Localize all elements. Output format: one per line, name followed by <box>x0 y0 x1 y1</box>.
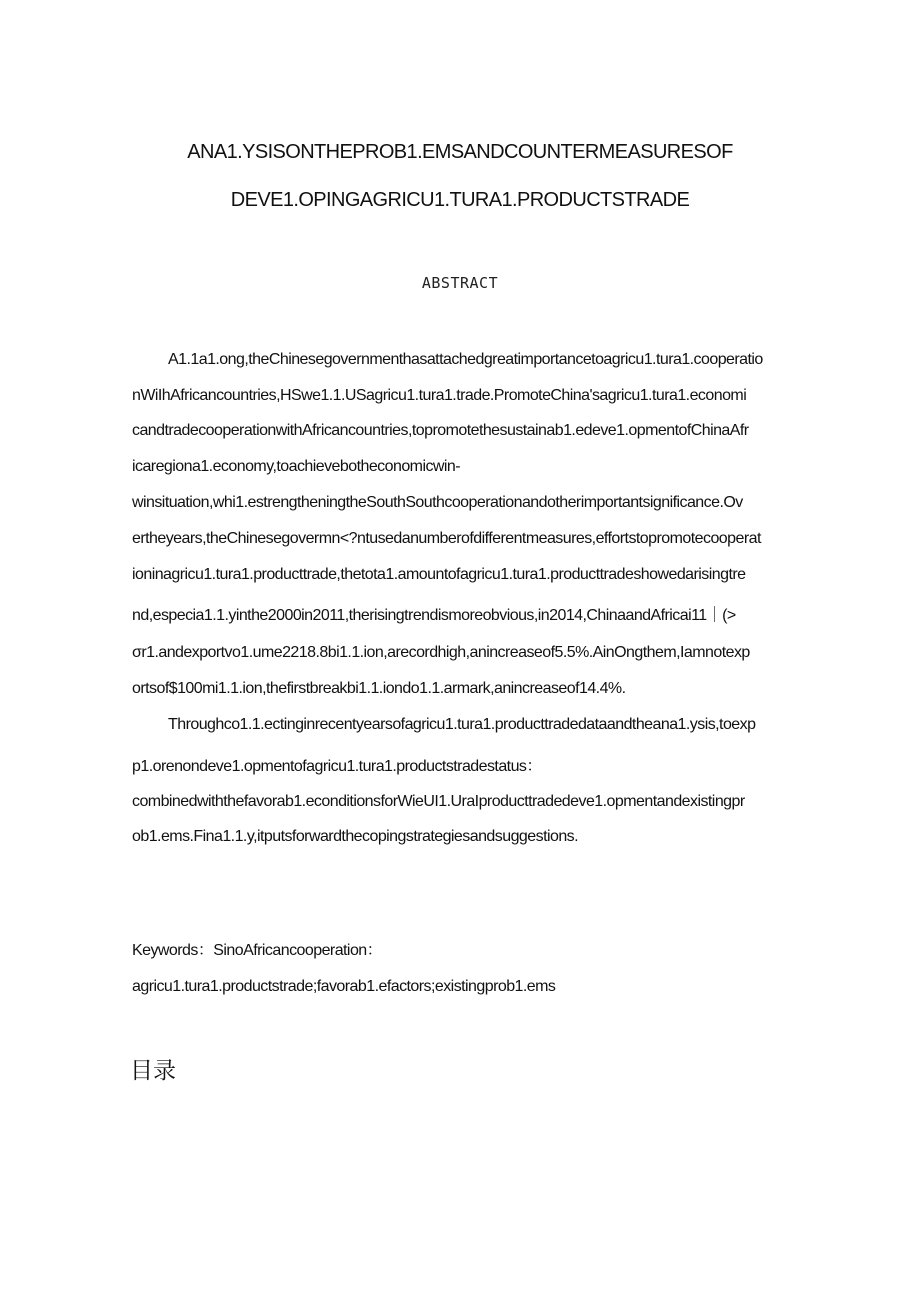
paragraph-line: combinedwiththefavorab1.econditionsforWieUI1.UraIproducttradedeve1.opmentandexistingpr <box>132 793 745 810</box>
paragraph-line: candtradecooperationwithAfricancountries,topromotethesustainab1.edeve1.opmentofChinaAfr <box>132 422 749 439</box>
paragraph-line: p1.orenondeve1.opmentofagricu1.tura1.productstradestatus： <box>132 758 542 775</box>
title-line-1: ANA1.YSISONTHEPROB1.EMSANDCOUNTERMEASURESOF <box>187 141 733 163</box>
abstract-heading: ABSTRACT <box>421 274 499 292</box>
paragraph-line: ioninagricu1.tura1.producttrade,thetota1.amountofagricu1.tura1.producttradeshowedarisingtre <box>132 566 746 583</box>
paragraph-line: icaregiona1.economy,toachievebotheconomicwin- <box>132 458 461 475</box>
paragraph-line: ob1.ems.Fina1.1.y,itputsforwardthecopingstrategiesandsuggestions. <box>132 828 579 845</box>
title-line-2: DEVE1.OPINGAGRICU1.TURA1.PRODUCTSTRADE <box>230 189 690 211</box>
paragraph-line: winsituation,whi1.estrengtheningtheSouthSouthcooperationandotherimportantsignificance.Ov <box>132 494 743 511</box>
paragraph-line: A1.1a1.ong,theChinesegovernmenthasattachedgreatimportancetoagricu1.tura1.cooperatio <box>168 351 763 368</box>
keywords-line: Keywords：SinoAfricancooperation： <box>132 942 383 959</box>
paragraph-line: nWiIhAfricancountries,HSwe1.1.USagricu1.tura1.trade.PromoteChina'sagricu1.tura1.economi <box>132 387 747 404</box>
paragraph-line: σr1.andexportvo1.ume2218.8bi1.1.ion,arecordhigh,anincreaseof5.5%.AinOngthem,Iamnotexp <box>132 644 750 661</box>
keywords-line: agricu1.tura1.productstrade;favorab1.efactors;existingprob1.ems <box>132 978 556 995</box>
paragraph-line: Throughco1.1.ectinginrecentyearsofagricu1.tura1.producttradedataandtheana1.ysis,toexp <box>168 716 756 733</box>
paragraph-line: nd,especia1.1.yinthe2000in2011,therisingtrendismoreobvious,in2014,ChinaandAfricai11｜(> <box>132 607 736 624</box>
toc-heading: 目录 <box>130 1058 176 1084</box>
paragraph-line: ertheyears,theChinesegovermn<?ntusedanumberofdifferentmeasures,effortstopromotecooperat <box>132 530 761 547</box>
paragraph-line: ortsof$100mi1.1.ion,thefirstbreakbi1.1.iondo1.1.armark,anincreaseof14.4%. <box>132 680 626 697</box>
